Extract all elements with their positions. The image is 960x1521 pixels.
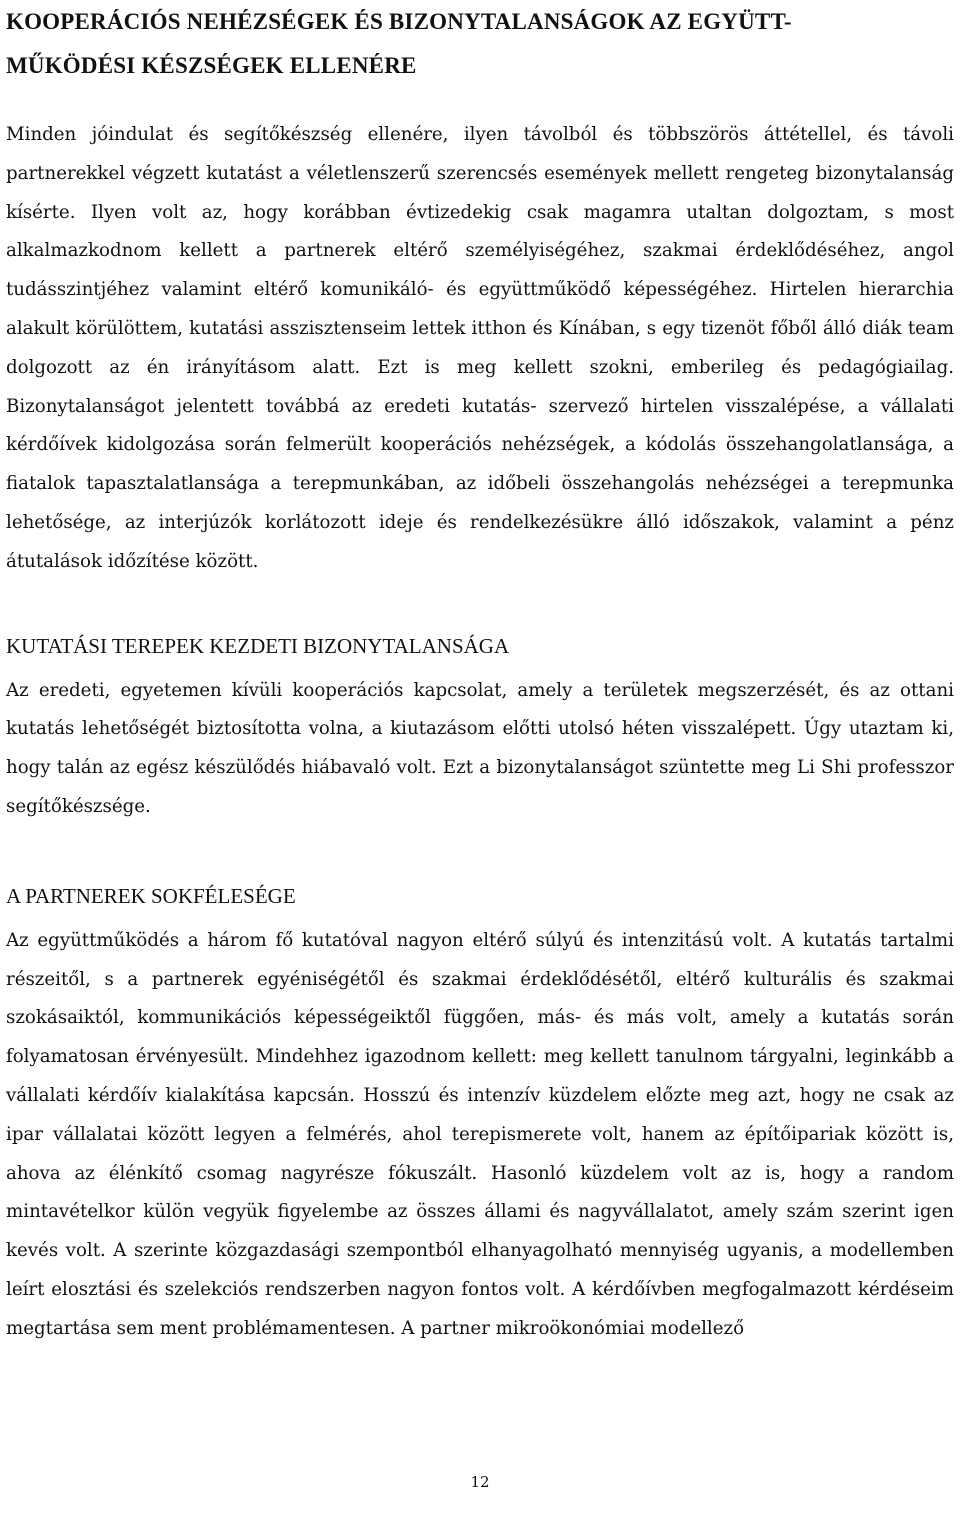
section-title-line-2: MŰKÖDÉSI KÉSZSÉGEK ELLENÉRE [6, 53, 417, 78]
section-title [6, 0, 954, 88]
body-paragraph-3: Az együttműködés a három fő kutatóval nagyon eltérő súlyú és intenzitású volt. A kutatás tartalmi részeitől, s a partnerek egyéniségétől és szakmai érdeklődésétől, eltérő kulturális és szakmai szokásaiktól, kommunikációs képességeiktől függően, más- és más volt, amely a kutatás során folyamatosan érvényesült. Mindehhez igazodnom kellett: meg kellett tanulnom tárgyalni, leginkább a vállalati kérdőív kialakítása kapcsán. Hosszú és intenzív küzdelem előzte meg azt, hogy ne csak az ipar vállalatai között legyen a felmérés, ahol terepismerete volt, hanem az építőipariak között is, ahova az élénkítő csomag nagyrésze fókuszált. Hasonló küzdelem volt az is, hogy a random mintavételkor külön vegyük figyelembe az összes állami és nagyvállalatot, amely szám szerint igen kevés volt. A szerinte közgazdasági szempontból elhanyagolható mennyiség ugyanis, a modellemben leírt elosztási és szelekciós rendszerben nagyon fontos volt. A kérdőívben megfogalmazott kérdéseim megtartása sem ment problémamentesen. A partner mikroökonómiai modellező [6, 929, 954, 1339]
page-number: 12 [470, 1473, 490, 1491]
section-heading-research-sites: KUTATÁSI TEREPEK KEZDETI BIZONYTALANSÁGA [6, 633, 510, 658]
document-page [6, 0, 954, 1349]
section-title-line-1: KOOPERÁCIÓS NEHÉZSÉGEK ÉS BIZONYTALANSÁGOK AZ EGYÜTT- [6, 9, 792, 34]
body-paragraph-2: Az eredeti, egyetemen kívüli kooperációs kapcsolat, amely a területek megszerzését, és az ottani kutatás lehetőségét biztosította volna, a kiutazásom előtti utolsó héten visszalépett. Úgy utaztam ki, hogy talán az egész készülődés hiábavaló volt. Ezt a bizonytalanságot szüntette meg Li Shi professzor segítőkészsége. [6, 679, 954, 817]
section-heading-partners: A PARTNEREK SOKFÉLESÉGE [6, 883, 296, 908]
body-paragraph-1: Minden jóindulat és segítőkészség ellenére, ilyen távolból és többszörös áttétellel, és távoli partnerekkel végzett kutatást a véletlenszerű szerencsés események mellett rengeteg bizonytalanság kísérte. Ilyen volt az, hogy korábban évtizedekig csak magamra utaltan dolgoztam, s most alkalmazkodnom kellett a partnerek eltérő személyiségéhez, szakmai érdeklődéséhez, angol tudásszintjéhez valamint eltérő komunikáló- és együttműködő képességéhez. Hirtelen hierarchia alakult körülöttem, kutatási asszisztenseim lettek itthon és Kínában, s egy tizenöt főből álló diák team dolgozott az én irányításom alatt. Ezt is meg kellett szokni, emberileg és pedagógiailag. Bizonytalanságot jelentett továbbá az eredeti kutatás- szervező hirtelen visszalépése, a vállalati kérdőívek kidolgozása során felmerült kooperációs nehézségek, a kódolás összehangolatlansága, a fiatalok tapasztalatlansága a terepmunkában, az időbeli összehangolás nehézségei a terepmunka lehetősége, az interjúzók korlátozott ideje és rendelkezésükre álló időszakok, valamint a pénz átutalások időzítése között. [6, 124, 954, 572]
